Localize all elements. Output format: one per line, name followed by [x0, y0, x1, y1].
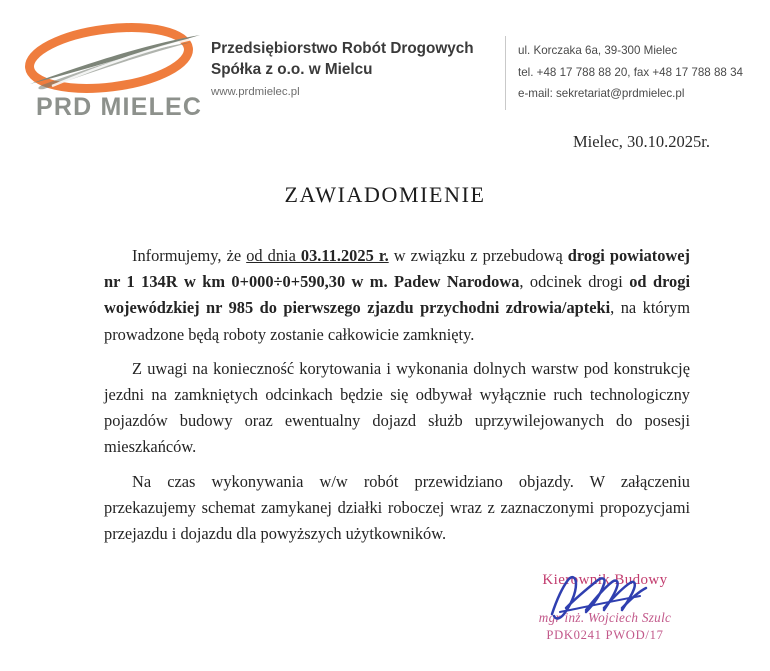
company-website: www.prdmielec.pl: [211, 86, 300, 98]
stamp-name: mgr inż. Wojciech Szulc: [538, 610, 672, 625]
company-name-block: [211, 38, 496, 98]
document-body: [104, 243, 690, 547]
p1-seg4: w związku z przebudową: [388, 246, 568, 265]
p1-seg1: Informujemy, że: [132, 246, 247, 265]
paragraph-1: [104, 243, 690, 348]
company-logo: [14, 22, 204, 120]
signature-block: [500, 572, 710, 640]
paragraph-2: Z uwagi na konieczność korytowania i wykonania dolnych warstw pod konstrukcję jezdni na zamkniętych odcinkach będzie się odbywał wyłącznie ruch technologiczny pojazdów budowy oraz ewentualny dojazd służb uprzywilejowanych do posesji mieszkańców.: [104, 358, 690, 457]
p1-start-date: 03.11.2025 r.: [300, 246, 389, 265]
paragraph-3: Na czas wykonywania w/w robót przewidziano objazdy. W załączeniu przekazujemy schemat zamykanej działki roboczej wraz z zaznaczonymi propozycjami przejazdu i dojazdu dla powyższych użytkowników.: [104, 471, 690, 544]
stamp-license-number: PDK0241 PWOD/17: [546, 628, 664, 642]
prd-mielec-road-swoosh-logo: [14, 22, 204, 94]
company-name-line-1: Przedsiębiorstwo Robót Drogowych: [211, 40, 474, 57]
p1-seg8: , na którym prowadzone będą roboty zostanie całkowicie zamknięty.: [104, 298, 690, 344]
stamp-role: Kierownik Budowy: [542, 572, 668, 588]
p1-seg6: , odcinek drogi: [519, 272, 630, 292]
header-divider: [505, 36, 506, 110]
p1-underline-od-dnia: od dnia: [246, 246, 301, 265]
contact-phone: tel. +48 17 788 88 20, fax +48 17 788 88 34: [518, 65, 743, 79]
document-title: ZAWIADOMIENIE: [284, 182, 486, 207]
place-and-date: Mielec, 30.10.2025r.: [572, 132, 710, 151]
contact-email: e-mail: sekretariat@prdmielec.pl: [518, 87, 685, 100]
signature-stamp: [500, 572, 710, 643]
contact-details-block: [518, 40, 768, 105]
company-name-line-2: Spółka z o.o. w Mielcu: [211, 61, 373, 78]
letterhead: [0, 0, 770, 120]
contact-address: ul. Korczaka 6a, 39-300 Mielec: [518, 44, 678, 57]
logo-wordmark: PRD MIELEC: [36, 93, 203, 121]
p1-section-description: od drogi wojewódzkiej nr 985 do pierwszego zjazdu przychodni zdrowia/apteki: [104, 272, 691, 318]
p1-road-designation: drogi powiatowej nr 1 134R w km 0+000÷0+590,30 w m. Padew Narodowa: [104, 246, 690, 292]
